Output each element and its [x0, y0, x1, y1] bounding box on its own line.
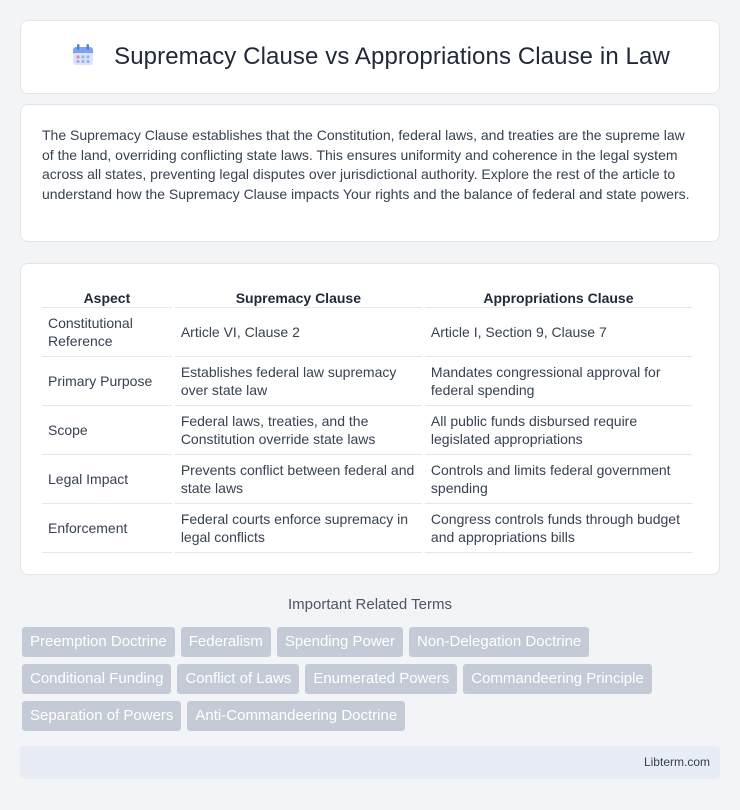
table-row [42, 357, 692, 406]
table-cell: All public funds disbursed require legislated appropriations [425, 406, 692, 455]
table-cell: Primary Purpose [42, 357, 172, 406]
related-term-tag[interactable]: Commandeering Principle [463, 664, 652, 694]
title-wrap [70, 42, 670, 73]
table-header-row [42, 286, 692, 308]
table-cell: Mandates congressional approval for federal spending [425, 357, 692, 406]
table-cell: Controls and limits federal government spending [425, 455, 692, 504]
related-term-tag[interactable]: Preemption Doctrine [22, 627, 175, 657]
related-terms-list [22, 627, 722, 731]
calendar-icon [70, 42, 96, 73]
footer [20, 746, 720, 779]
intro-text: The Supremacy Clause establishes that the Constitution, federal laws, and treaties are the supreme law of the land, overriding conflicting state laws. This ensures uniformity and coherence in the legal system across all states, preventing legal disputes over jurisdictional authority. Explore the rest of the article to understand how the Supremacy Clause impacts Your rights and the balance of federal and state powers. [42, 127, 690, 202]
related-term-tag[interactable]: Conditional Funding [22, 664, 171, 694]
table-cell: Constitutional Reference [42, 308, 172, 357]
column-header: Supremacy Clause [175, 286, 422, 308]
related-term-tag[interactable]: Non-Delegation Doctrine [409, 627, 589, 657]
table-cell: Scope [42, 406, 172, 455]
comparison-card [20, 263, 720, 575]
table-cell: Prevents conflict between federal and state laws [175, 455, 422, 504]
table-cell: Legal Impact [42, 455, 172, 504]
table-cell: Congress controls funds through budget and appropriations bills [425, 504, 692, 553]
related-term-tag[interactable]: Spending Power [277, 627, 403, 657]
table-row [42, 308, 692, 357]
column-header: Appropriations Clause [425, 286, 692, 308]
related-term-tag[interactable]: Separation of Powers [22, 701, 181, 731]
table-cell: Enforcement [42, 504, 172, 553]
related-terms-heading: Important Related Terms [288, 596, 452, 613]
table-cell: Federal laws, treaties, and the Constitution override state laws [175, 406, 422, 455]
table-cell: Article I, Section 9, Clause 7 [425, 308, 692, 357]
related-term-tag[interactable]: Anti-Commandeering Doctrine [187, 701, 405, 731]
table-cell: Establishes federal law supremacy over state law [175, 357, 422, 406]
header-card [20, 20, 720, 94]
table-cell: Federal courts enforce supremacy in legal conflicts [175, 504, 422, 553]
table-row [42, 455, 692, 504]
comparison-table [39, 286, 695, 553]
table-row [42, 406, 692, 455]
related-term-tag[interactable]: Enumerated Powers [305, 664, 457, 694]
related-term-tag[interactable]: Federalism [181, 627, 271, 657]
footer-site-link[interactable]: Libterm.com [643, 755, 710, 769]
table-cell: Article VI, Clause 2 [175, 308, 422, 357]
page-title: Supremacy Clause vs Appropriations Clause in Law [114, 43, 670, 70]
column-header: Aspect [42, 286, 172, 308]
related-term-tag[interactable]: Conflict of Laws [177, 664, 299, 694]
table-row [42, 504, 692, 553]
intro-card [20, 104, 720, 242]
